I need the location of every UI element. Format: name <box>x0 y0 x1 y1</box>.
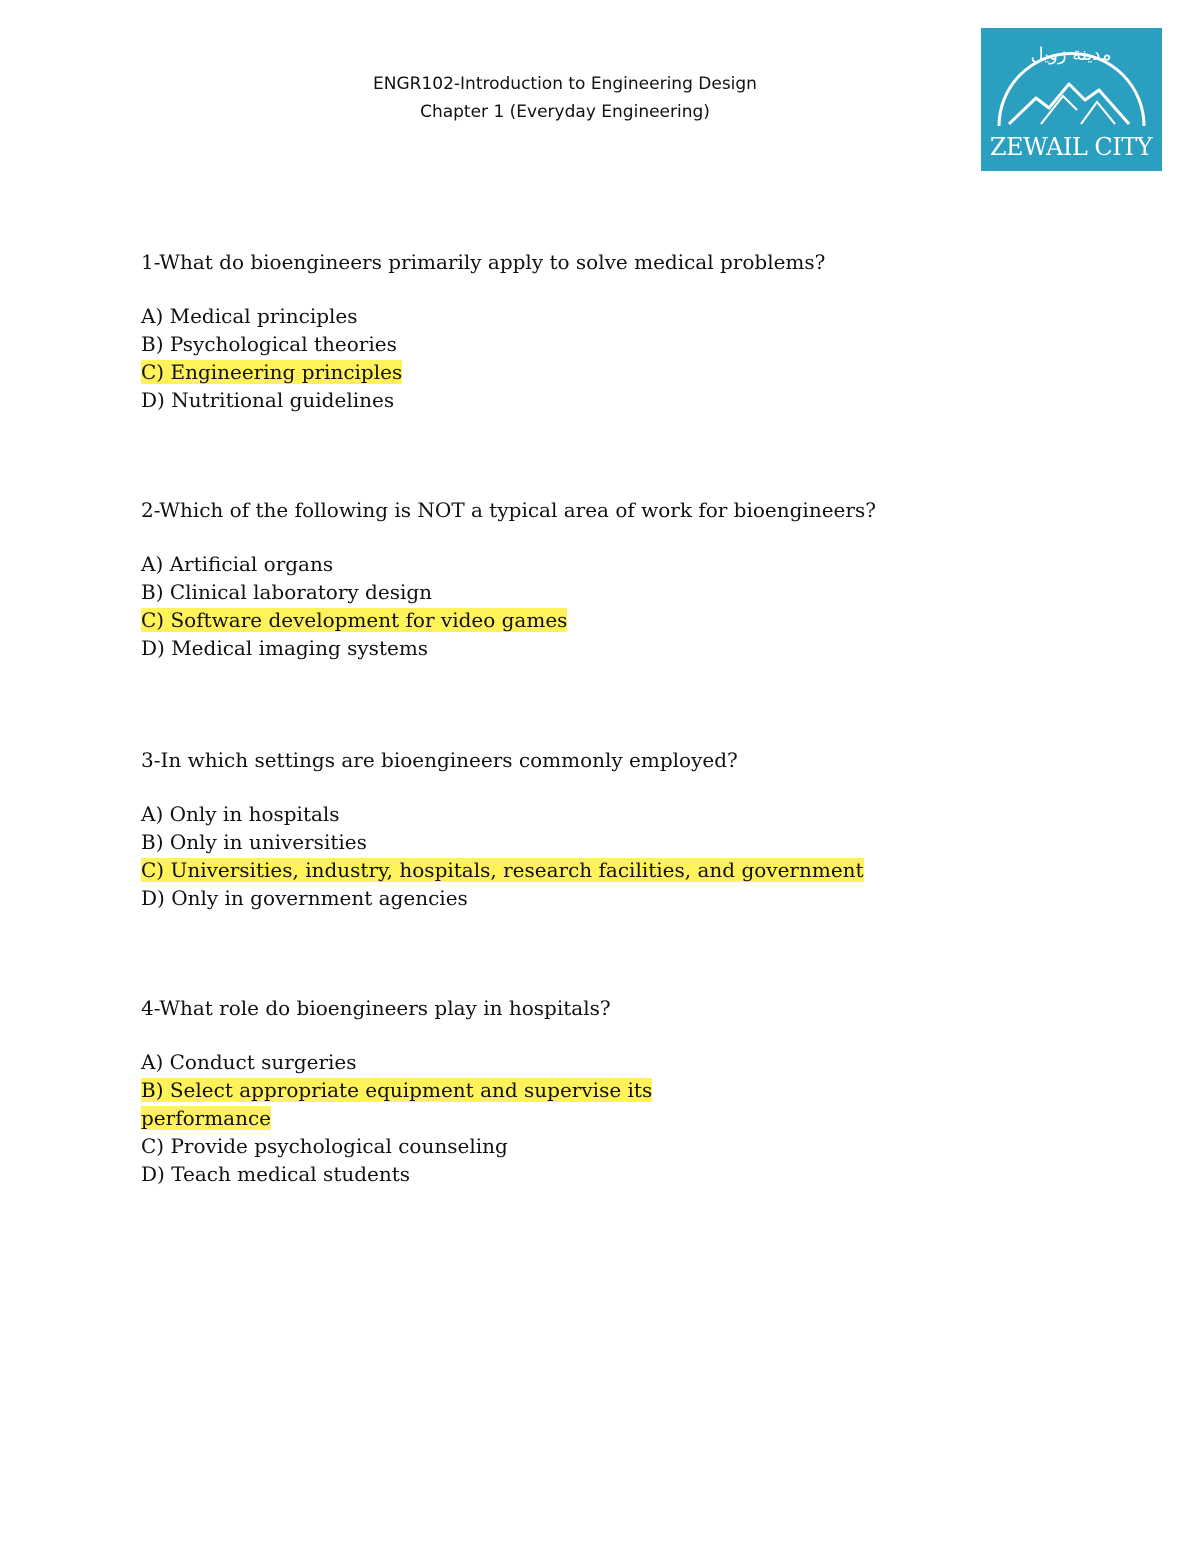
option-b: B) Only in universities <box>141 830 367 854</box>
option-c-correct: C) Engineering principles <box>141 360 403 384</box>
question-text: 1-What do bioengineers primarily apply to solve medical problems? <box>141 250 826 274</box>
zewail-city-logo-graphic <box>981 28 1162 171</box>
course-title: ENGR102-Introduction to Engineering Design <box>373 74 757 94</box>
question-text: 2-Which of the following is NOT a typical area of work for bioengineers? <box>141 498 876 522</box>
question-2 <box>141 496 1041 662</box>
option-a: A) Only in hospitals <box>141 802 340 826</box>
option-c-correct: C) Universities, industry, hospitals, research facilities, and government <box>141 858 864 882</box>
option-c: C) Provide psychological counseling <box>141 1134 508 1158</box>
option-b: B) Clinical laboratory design <box>141 580 433 604</box>
question-1 <box>141 248 1041 414</box>
option-b-correct: B) Select appropriate equipment and supervise its <box>141 1078 653 1102</box>
logo-text: ZEWAIL CITY <box>989 133 1153 161</box>
option-d: D) Nutritional guidelines <box>141 388 395 412</box>
question-3 <box>141 746 1041 912</box>
option-a: A) Artificial organs <box>141 552 334 576</box>
option-d: D) Only in government agencies <box>141 886 468 910</box>
document-header <box>0 70 1130 126</box>
chapter-title: Chapter 1 (Everyday Engineering) <box>420 102 710 122</box>
logo-arabic-text: مدينة زويل <box>1030 44 1112 65</box>
option-a: A) Conduct surgeries <box>141 1050 357 1074</box>
option-b-correct-continued: performance <box>141 1106 272 1130</box>
zewail-city-logo <box>981 28 1162 171</box>
option-a: A) Medical principles <box>141 304 358 328</box>
option-d: D) Medical imaging systems <box>141 636 429 660</box>
option-d: D) Teach medical students <box>141 1162 411 1186</box>
question-text: 3-In which settings are bioengineers commonly employed? <box>141 748 738 772</box>
option-b: B) Psychological theories <box>141 332 397 356</box>
option-c-correct: C) Software development for video games <box>141 608 568 632</box>
question-text: 4-What role do bioengineers play in hospitals? <box>141 996 611 1020</box>
question-4 <box>141 994 1041 1188</box>
